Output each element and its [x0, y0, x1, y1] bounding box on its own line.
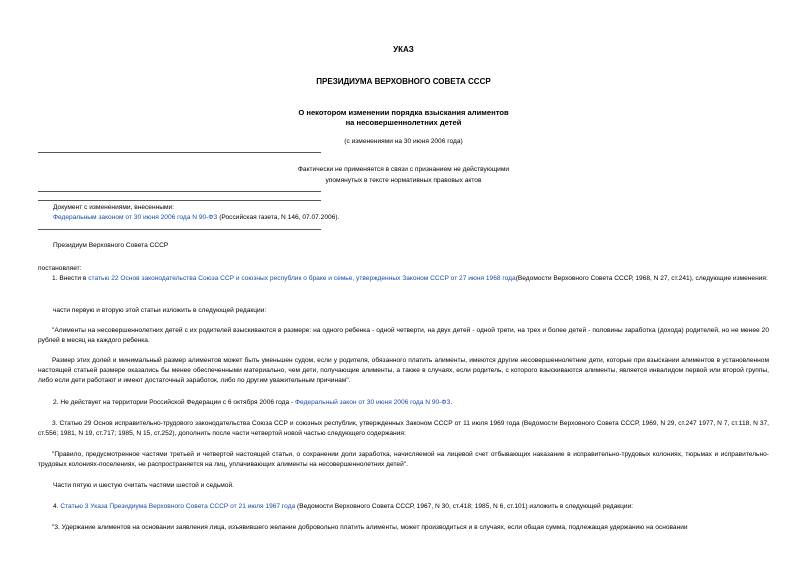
divider [38, 200, 321, 201]
paragraph-4: 4. Статью 3 Указа Президиума Верховного Совета СССР от 21 июля 1967 года (Ведомости Верховного Совета СССР, 1967, N 30, ст.418; 1985, N 6, ст.101) изложить в следующей редакции: [53, 503, 634, 510]
changes-note: (с изменениями на 30 июня 2006 года) [344, 138, 463, 145]
marriage-law-link[interactable]: статью 22 Основ законодательства Союза ССР и союзных республик о браке и семье, утвержденных Законом СССР от 27 июня 1968 года [88, 275, 516, 282]
issuing-body-title: ПРЕЗИДИУМА ВЕРХОВНОГО СОВЕТА СССР [316, 77, 491, 86]
divider [38, 152, 321, 153]
status-line-2: упомянутых в тексте нормативных правовых актов [325, 177, 482, 184]
paragraph-1a: части первую и вторую этой статьи изложить в следующей редакции: [53, 307, 267, 314]
document-subtitle-line-1: О некотором изменении порядка взыскания алиментов [298, 108, 509, 117]
paragraph-4a: "3. Удержание алиментов на основании заявления лица, изъявившего желание добровольно платить алименты, может производиться и в случаях, если общая сумма, подлежащая удержанию на основании [52, 524, 688, 531]
paragraph-1: 1. Внести в статью 22 Основ законодательства Союза ССР и союзных республик о браке и семье, утвержденных Законом СССР от 27 июня 1968 года(Ведомости Верховного Совета СССР, 1968, N 27, ст.241), следующие изменения: [52, 275, 768, 282]
decree-1967-link[interactable]: Статью 3 Указа Президиума Верховного Совета СССР от 21 июля 1967 года [60, 503, 296, 510]
amendments-entry [53, 213, 339, 223]
document-subtitle-line-2: на несовершеннолетних детей [345, 118, 462, 127]
amendments-label: Документ с изменениями, внесенными: [53, 204, 175, 211]
amendment-law-link[interactable]: Федеральным законом от 30 июня 2006 года N 90-ФЗ [53, 214, 218, 221]
paragraph-3a: "Правило, предусмотренное частями третьей и четвертой настоящей статьи, о сохранении доли заработка, начисляемой на лицевой счет отбывающих наказание в исправительно-трудовых колониях, тюрьмах и исправительно-трудовых колониях-поселениях, не распространяется на лиц, уплачивающих алименты на несовершеннолетних детей". [38, 451, 769, 468]
status-line-1: Фактически не применяется в связи с признанием не действующими [297, 166, 510, 173]
paragraph-3: 3. Статью 29 Основ исправительно-трудового законодательства Союза ССР и союзных республик, утвержденных Законом СССР от 11 июля 1969 года (Ведомости Верховного Совета СССР, 1969, N 29, ст.247 1977, N 7, ст.118, N 37, ст.556; 1981, N 19, ст.717; 1985, N 15, ст.252), дополнить после части четвертой новой частью следующего содержания: [38, 420, 769, 437]
issuer: Президиум Верховного Совета СССР [53, 242, 169, 249]
document-title: УКАЗ [393, 45, 414, 54]
paragraph-1c: Размер этих долей и минимальный размер алиментов может быть уменьшен судом, если у родителя, обязанного платить алименты, имеются другие несовершеннолетние дети, которые при взыскании алиментов в установленном настоящей статьей размере оказались бы менее обеспеченными материально, чем дети, получающие алименты, а также в случаях, если родитель, с которого взыскиваются алименты, является инвалидом первой или второй группы, либо если дети работают и имеют достаточный заработок, либо по другим уважительным причинам". [38, 357, 769, 384]
federal-law-link[interactable]: Федеральный закон от 30 июня 2006 года N 90-ФЗ [295, 399, 451, 406]
divider [38, 191, 321, 192]
decree-verb: постановляет: [38, 265, 82, 272]
divider [38, 229, 321, 230]
amendment-source: (Российская газета, N 146, 07.07.2006). [217, 214, 340, 221]
paragraph-1b: "Алименты на несовершеннолетних детей с их родителей взыскиваются в размере: на одного ребенка - одной четверти, на двух детей - одной трети, на трех и более детей - половины заработка (дохода) родителей, но не менее 20 рублей в месяц на каждого ребенка. [38, 327, 769, 344]
paragraph-2: 2. Не действует на территории Российской Федерации с 6 октября 2006 года - Федеральный закон от 30 июня 2006 года N 90-ФЗ. [53, 399, 453, 406]
paragraph-3b: Части пятую и шестую считать частями шестой и седьмой. [53, 482, 234, 489]
